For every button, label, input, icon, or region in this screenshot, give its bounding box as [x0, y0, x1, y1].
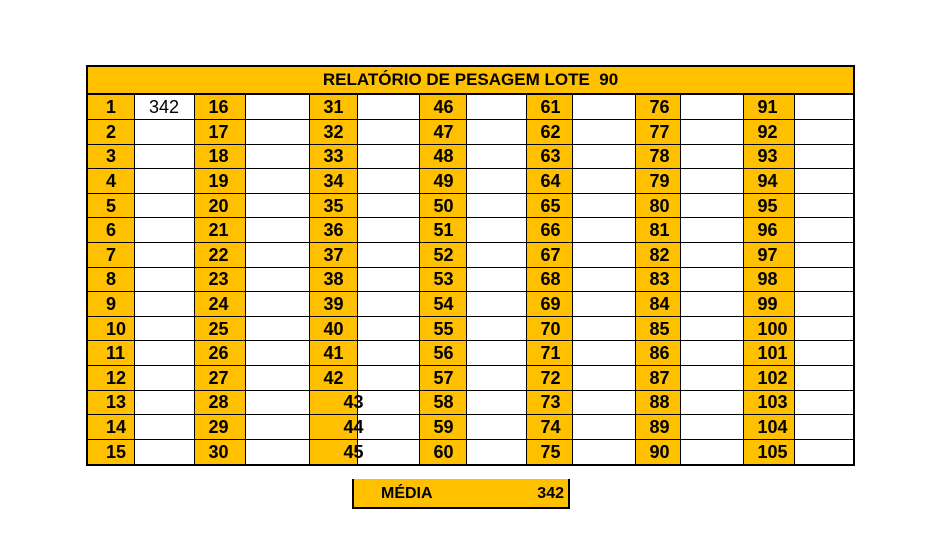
weight-cell — [794, 439, 853, 464]
lot-number-cell: 100 — [743, 316, 794, 341]
lot-number-cell: 96 — [743, 218, 794, 243]
weight-cell — [680, 439, 743, 464]
weight-cell — [357, 267, 419, 292]
lot-number-cell: 59 — [419, 415, 466, 440]
grid-row — [88, 390, 853, 415]
lot-number-cell: 93 — [743, 144, 794, 169]
weight-cell — [794, 390, 853, 415]
lot-number-cell: 19 — [194, 169, 245, 194]
weight-cell — [466, 292, 526, 317]
weight-cell — [794, 366, 853, 391]
weight-cell — [680, 218, 743, 243]
grid-row — [88, 292, 853, 317]
weight-cell — [572, 366, 635, 391]
weight-cell — [680, 144, 743, 169]
weight-cell — [134, 193, 194, 218]
weight-cell — [794, 144, 853, 169]
weight-cell — [357, 292, 419, 317]
weight-cell — [245, 193, 309, 218]
lot-number-cell: 15 — [88, 439, 134, 464]
lot-number-cell: 10 — [88, 316, 134, 341]
lot-number-cell: 31 — [309, 95, 357, 120]
weight-cell — [680, 95, 743, 120]
weight-cell — [572, 144, 635, 169]
grid-row — [88, 439, 853, 464]
grid-row — [88, 218, 853, 243]
weight-cell — [680, 193, 743, 218]
grid-row — [88, 169, 853, 194]
weight-cell — [357, 341, 419, 366]
lot-number-cell: 98 — [743, 267, 794, 292]
weight-cell — [134, 366, 194, 391]
weight-cell — [357, 144, 419, 169]
lot-number-cell: 50 — [419, 193, 466, 218]
lot-number-cell: 101 — [743, 341, 794, 366]
weight-cell — [572, 120, 635, 145]
weighing-grid — [88, 95, 853, 464]
lot-number-cell: 25 — [194, 316, 245, 341]
weight-cell — [357, 169, 419, 194]
lot-number-cell: 73 — [526, 390, 572, 415]
weight-cell — [245, 243, 309, 268]
weight-cell — [572, 267, 635, 292]
lot-number-cell: 11 — [88, 341, 134, 366]
weight-cell — [466, 144, 526, 169]
grid-row — [88, 267, 853, 292]
weight-cell — [245, 120, 309, 145]
lot-number-cell: 37 — [309, 243, 357, 268]
lot-number-cell: 91 — [743, 95, 794, 120]
weight-cell — [357, 243, 419, 268]
lot-number-cell: 81 — [635, 218, 680, 243]
lot-number-cell: 68 — [526, 267, 572, 292]
weight-cell — [466, 243, 526, 268]
lot-number-cell: 71 — [526, 341, 572, 366]
lot-number-cell: 97 — [743, 243, 794, 268]
weight-cell — [245, 144, 309, 169]
weight-cell — [466, 95, 526, 120]
lot-number-cell: 86 — [635, 341, 680, 366]
grid-row — [88, 415, 853, 440]
weight-cell — [466, 193, 526, 218]
weight-cell — [134, 390, 194, 415]
lot-number-cell: 33 — [309, 144, 357, 169]
weight-cell — [794, 120, 853, 145]
lot-number-cell: 104 — [743, 415, 794, 440]
weight-cell — [466, 415, 526, 440]
weight-cell — [134, 218, 194, 243]
weight-cell — [357, 390, 419, 415]
lot-number-cell: 84 — [635, 292, 680, 317]
lot-number-cell: 55 — [419, 316, 466, 341]
weight-cell — [572, 292, 635, 317]
weight-cell — [245, 169, 309, 194]
weight-cell — [794, 95, 853, 120]
lot-number-cell: 99 — [743, 292, 794, 317]
lot-number-cell: 66 — [526, 218, 572, 243]
lot-number-cell: 62 — [526, 120, 572, 145]
lot-number-cell: 24 — [194, 292, 245, 317]
weight-cell — [245, 366, 309, 391]
lot-number-cell: 67 — [526, 243, 572, 268]
lot-number-cell: 75 — [526, 439, 572, 464]
report-title: RELATÓRIO DE PESAGEM LOTE 90 — [88, 67, 853, 95]
lot-number-cell: 87 — [635, 366, 680, 391]
lot-number-cell: 23 — [194, 267, 245, 292]
weight-cell — [794, 169, 853, 194]
lot-number-cell: 30 — [194, 439, 245, 464]
lot-number-cell: 89 — [635, 415, 680, 440]
weight-cell — [134, 341, 194, 366]
grid-row — [88, 193, 853, 218]
lot-number-cell: 7 — [88, 243, 134, 268]
grid-row — [88, 95, 853, 120]
weight-cell — [357, 366, 419, 391]
lot-number-cell: 57 — [419, 366, 466, 391]
weight-cell — [357, 439, 419, 464]
weighing-report-sheet — [86, 65, 855, 466]
lot-number-cell: 92 — [743, 120, 794, 145]
lot-number-cell: 74 — [526, 415, 572, 440]
weight-cell — [794, 267, 853, 292]
weight-cell — [357, 193, 419, 218]
lot-number-cell: 9 — [88, 292, 134, 317]
weight-cell — [357, 120, 419, 145]
lot-number-cell: 76 — [635, 95, 680, 120]
lot-number-cell: 28 — [194, 390, 245, 415]
lot-number-cell: 13 — [88, 390, 134, 415]
weight-cell — [794, 193, 853, 218]
lot-number-cell: 45 — [309, 439, 357, 464]
lot-number-cell: 6 — [88, 218, 134, 243]
weight-cell — [466, 267, 526, 292]
lot-number-cell: 29 — [194, 415, 245, 440]
lot-number-cell: 34 — [309, 169, 357, 194]
lot-number-cell: 41 — [309, 341, 357, 366]
lot-number-cell: 3 — [88, 144, 134, 169]
weight-cell — [466, 341, 526, 366]
lot-number-cell: 1 — [88, 95, 134, 120]
average-value: 342 — [537, 485, 564, 502]
weight-cell — [357, 415, 419, 440]
lot-number-cell: 82 — [635, 243, 680, 268]
weight-cell — [794, 316, 853, 341]
weight-cell — [134, 169, 194, 194]
lot-number-cell: 39 — [309, 292, 357, 317]
weight-cell — [466, 169, 526, 194]
grid-row — [88, 120, 853, 145]
lot-number-cell: 20 — [194, 193, 245, 218]
lot-number-cell: 78 — [635, 144, 680, 169]
lot-number-cell: 17 — [194, 120, 245, 145]
lot-number-cell: 40 — [309, 316, 357, 341]
weight-cell — [572, 169, 635, 194]
lot-number-cell: 42 — [309, 366, 357, 391]
lot-number-cell: 12 — [88, 366, 134, 391]
lot-number-cell: 53 — [419, 267, 466, 292]
lot-number-cell: 94 — [743, 169, 794, 194]
lot-number-cell: 4 — [88, 169, 134, 194]
weight-cell — [680, 316, 743, 341]
weight-cell — [572, 390, 635, 415]
lot-number-cell: 80 — [635, 193, 680, 218]
lot-number-cell: 54 — [419, 292, 466, 317]
weight-cell — [680, 390, 743, 415]
lot-number-cell: 2 — [88, 120, 134, 145]
lot-number-cell: 26 — [194, 341, 245, 366]
lot-number-cell: 27 — [194, 366, 245, 391]
weight-cell — [680, 243, 743, 268]
weight-cell — [134, 243, 194, 268]
grid-row — [88, 144, 853, 169]
weight-cell — [572, 316, 635, 341]
lot-number-cell: 44 — [309, 415, 357, 440]
lot-number-cell: 105 — [743, 439, 794, 464]
weight-cell — [572, 415, 635, 440]
weight-cell — [572, 341, 635, 366]
weight-cell — [134, 439, 194, 464]
weight-cell: 342 — [134, 95, 194, 120]
weight-cell — [794, 243, 853, 268]
lot-number-cell: 43 — [309, 390, 357, 415]
weight-cell — [466, 366, 526, 391]
weight-cell — [572, 243, 635, 268]
weight-cell — [134, 415, 194, 440]
lot-number-cell: 64 — [526, 169, 572, 194]
average-box — [352, 479, 570, 509]
lot-number-cell: 22 — [194, 243, 245, 268]
lot-number-cell: 72 — [526, 366, 572, 391]
lot-number-cell: 103 — [743, 390, 794, 415]
lot-number-cell: 56 — [419, 341, 466, 366]
lot-number-cell: 70 — [526, 316, 572, 341]
lot-number-cell: 14 — [88, 415, 134, 440]
lot-number-cell: 36 — [309, 218, 357, 243]
weight-cell — [245, 390, 309, 415]
lot-number-cell: 60 — [419, 439, 466, 464]
grid-row — [88, 341, 853, 366]
grid-row — [88, 316, 853, 341]
weight-cell — [134, 144, 194, 169]
grid-row — [88, 243, 853, 268]
weight-cell — [794, 341, 853, 366]
weight-cell — [572, 218, 635, 243]
lot-number-cell: 79 — [635, 169, 680, 194]
weight-cell — [245, 415, 309, 440]
lot-number-cell: 8 — [88, 267, 134, 292]
weight-cell — [794, 415, 853, 440]
weight-cell — [245, 95, 309, 120]
lot-number-cell: 32 — [309, 120, 357, 145]
weight-cell — [357, 95, 419, 120]
lot-number-cell: 49 — [419, 169, 466, 194]
lot-number-cell: 35 — [309, 193, 357, 218]
weight-cell — [680, 267, 743, 292]
lot-number-cell: 83 — [635, 267, 680, 292]
lot-number-cell: 90 — [635, 439, 680, 464]
weight-cell — [245, 267, 309, 292]
lot-number-cell: 21 — [194, 218, 245, 243]
weight-cell — [466, 218, 526, 243]
lot-number-cell: 85 — [635, 316, 680, 341]
weight-cell — [245, 439, 309, 464]
weight-cell — [134, 267, 194, 292]
weight-cell — [680, 120, 743, 145]
weight-cell — [680, 415, 743, 440]
weight-cell — [357, 316, 419, 341]
lot-number-cell: 38 — [309, 267, 357, 292]
weight-cell — [245, 341, 309, 366]
lot-number-cell: 69 — [526, 292, 572, 317]
lot-number-cell: 61 — [526, 95, 572, 120]
lot-number-cell: 95 — [743, 193, 794, 218]
weight-cell — [245, 292, 309, 317]
lot-number-cell: 63 — [526, 144, 572, 169]
weight-cell — [134, 292, 194, 317]
weight-cell — [794, 218, 853, 243]
lot-number-cell: 65 — [526, 193, 572, 218]
weight-cell — [134, 316, 194, 341]
lot-number-cell: 51 — [419, 218, 466, 243]
weight-cell — [466, 390, 526, 415]
weight-cell — [572, 193, 635, 218]
lot-number-cell: 102 — [743, 366, 794, 391]
weight-cell — [466, 316, 526, 341]
weight-cell — [134, 120, 194, 145]
grid-row — [88, 366, 853, 391]
weight-cell — [466, 439, 526, 464]
lot-number-cell: 58 — [419, 390, 466, 415]
weight-cell — [680, 169, 743, 194]
average-label: MÉDIA — [381, 485, 433, 502]
weight-cell — [680, 292, 743, 317]
lot-number-cell: 52 — [419, 243, 466, 268]
lot-number-cell: 5 — [88, 193, 134, 218]
weight-cell — [572, 95, 635, 120]
lot-number-cell: 18 — [194, 144, 245, 169]
lot-number-cell: 48 — [419, 144, 466, 169]
weight-cell — [357, 218, 419, 243]
lot-number-cell: 46 — [419, 95, 466, 120]
weight-cell — [794, 292, 853, 317]
lot-number-cell: 77 — [635, 120, 680, 145]
weight-cell — [680, 341, 743, 366]
lot-number-cell: 88 — [635, 390, 680, 415]
weight-cell — [572, 439, 635, 464]
weight-cell — [245, 316, 309, 341]
lot-number-cell: 16 — [194, 95, 245, 120]
weight-cell — [245, 218, 309, 243]
weight-cell — [680, 366, 743, 391]
lot-number-cell: 47 — [419, 120, 466, 145]
weight-cell — [466, 120, 526, 145]
